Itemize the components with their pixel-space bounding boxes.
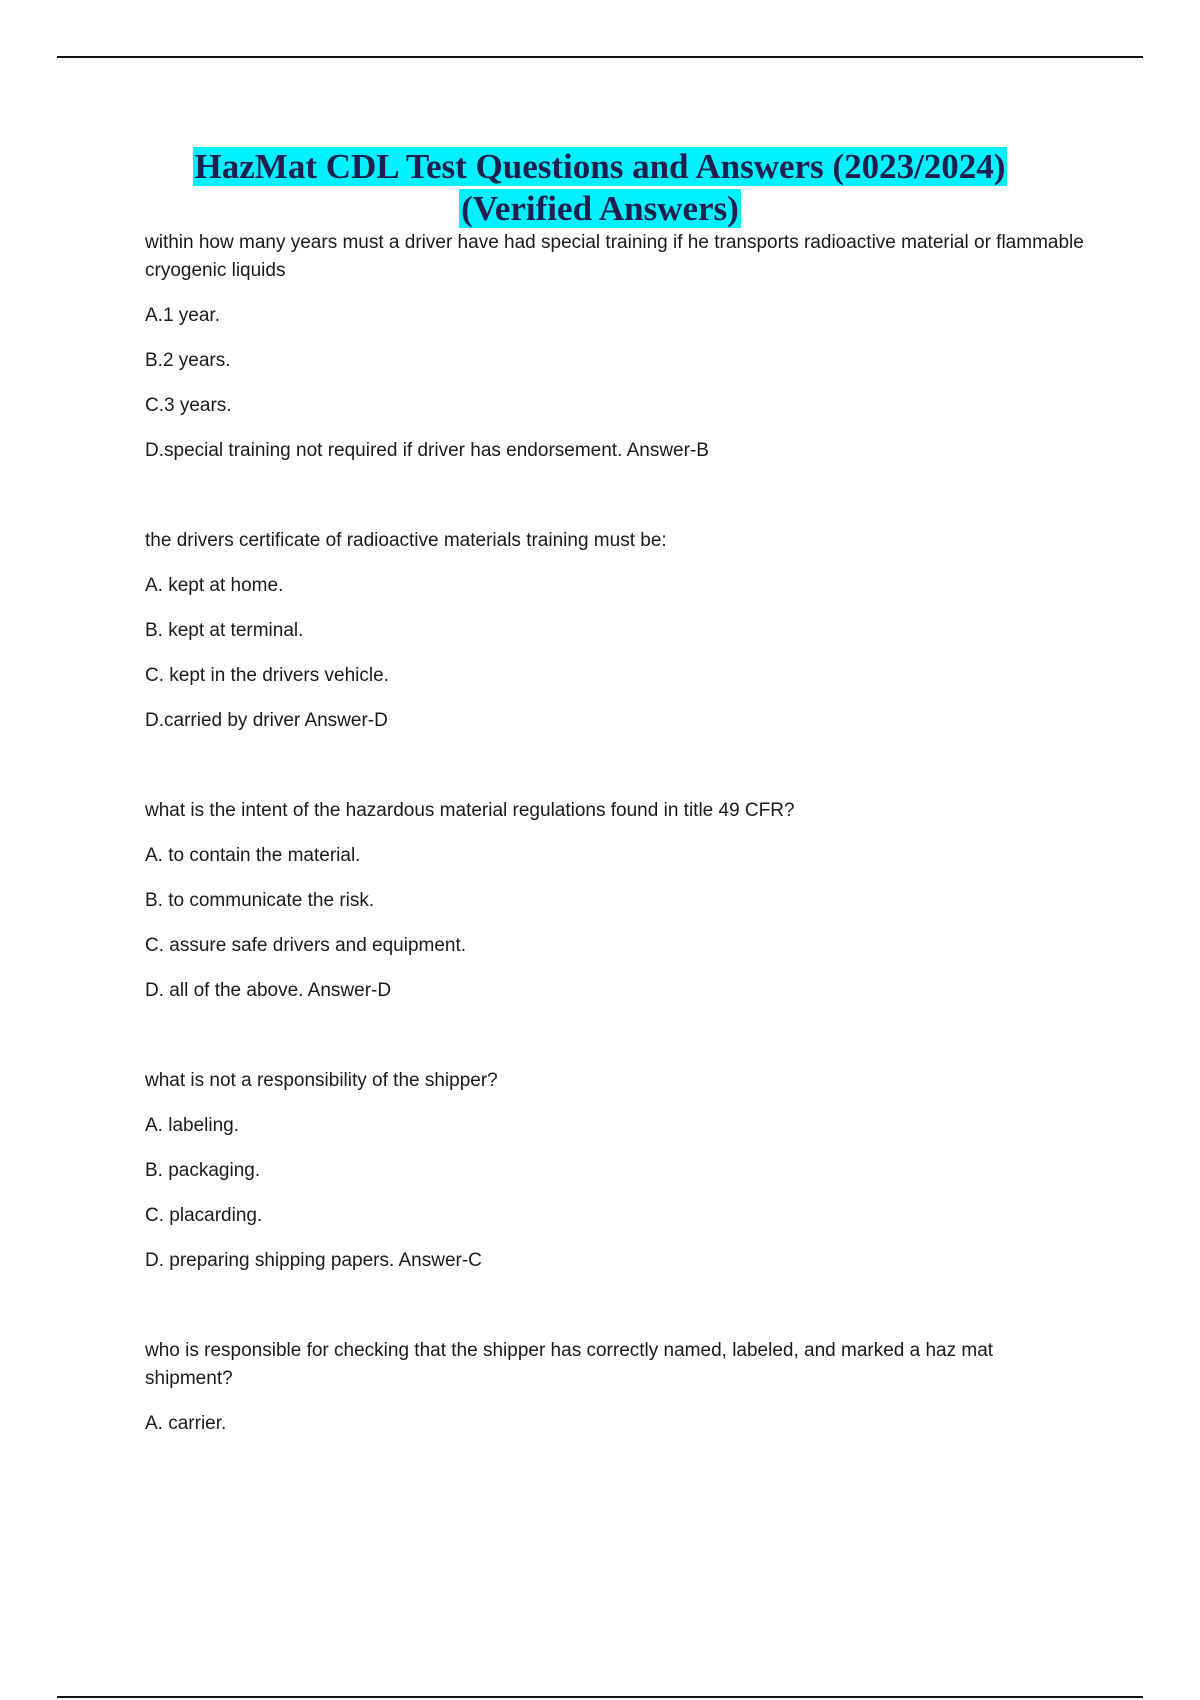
answer-option-d: D. preparing shipping papers. Answer-C [145, 1250, 482, 1271]
question-block-1 [145, 229, 1085, 465]
answer-option-d: D.special training not required if driver has endorsement. Answer-B [145, 440, 709, 461]
answer-option-b: B. kept at terminal. [145, 620, 304, 641]
question-block-2 [145, 527, 1085, 735]
answer-option-a: A. to contain the material. [145, 845, 361, 866]
question-text: what is not a responsibility of the shipper? [145, 1070, 498, 1091]
question-block-3 [145, 797, 1085, 1005]
answer-option-b: B.2 years. [145, 350, 231, 371]
answer-option-b: B. packaging. [145, 1160, 261, 1181]
question-text: what is the intent of the hazardous material regulations found in title 49 CFR? [145, 800, 795, 821]
question-block-5 [145, 1337, 1085, 1438]
answer-option-a: A. labeling. [145, 1115, 240, 1136]
answer-option-d: D.carried by driver Answer-D [145, 710, 388, 731]
bottom-rule [57, 1696, 1143, 1698]
question-block-4 [145, 1067, 1085, 1275]
answer-option-a: A.1 year. [145, 305, 220, 326]
question-text: the drivers certificate of radioactive materials training must be: [145, 530, 667, 551]
title-line-1: HazMat CDL Test Questions and Answers (2023/2024) [194, 147, 1006, 186]
question-text: within how many years must a driver have had special training if he transports radioactive material or flammable cryogenic liquids [145, 232, 1084, 281]
question-list [145, 229, 1085, 1438]
answer-option-c: C. assure safe drivers and equipment. [145, 935, 467, 956]
title-line-2: (Verified Answers) [461, 189, 739, 228]
answer-option-a: A. kept at home. [145, 575, 284, 596]
answer-option-c: C. kept in the drivers vehicle. [145, 665, 389, 686]
answer-option-d: D. all of the above. Answer-D [145, 980, 392, 1001]
answer-option-c: C. placarding. [145, 1205, 263, 1226]
answer-option-b: B. to communicate the risk. [145, 890, 375, 911]
top-rule [57, 56, 1143, 58]
answer-option-a: A. carrier. [145, 1413, 227, 1434]
answer-option-c: C.3 years. [145, 395, 232, 416]
question-text: who is responsible for checking that the shipper has correctly named, labeled, and marked a haz mat shipment? [145, 1340, 994, 1389]
document-title [100, 146, 1100, 230]
